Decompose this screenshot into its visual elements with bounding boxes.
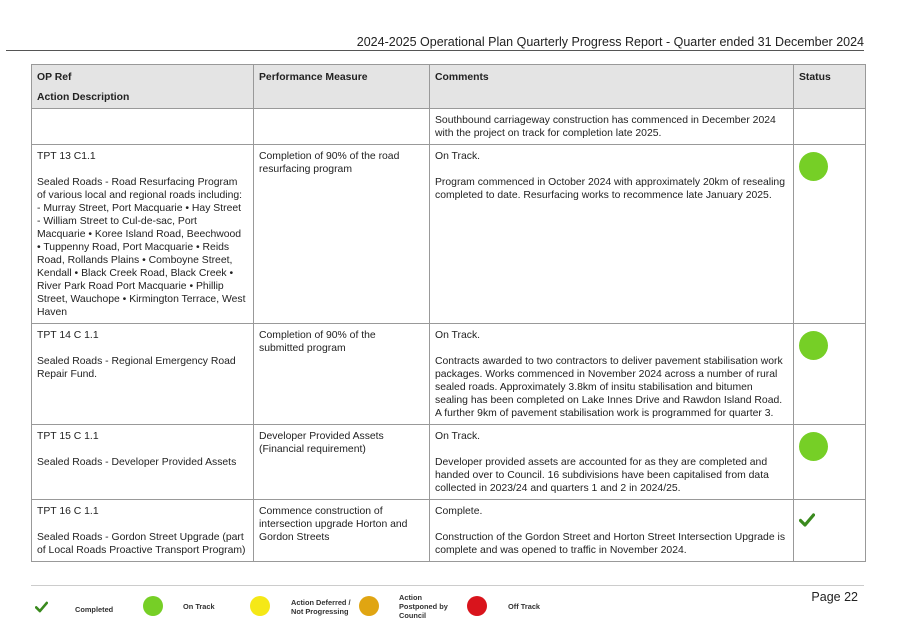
comments-cell — [430, 500, 794, 562]
column-header-op-ref — [32, 65, 254, 109]
action-description: Sealed Roads - Developer Provided Assets — [37, 457, 237, 468]
action-cell — [32, 500, 254, 562]
performance-measure: Commence construction of intersection upgrade Horton and Gordon Streets — [254, 500, 430, 562]
green-dot-icon — [143, 596, 163, 616]
status-legend — [0, 590, 908, 630]
status-cell — [794, 500, 866, 562]
on-track-status-icon — [799, 432, 828, 461]
column-header-status: Status — [794, 65, 866, 109]
amber-dot-icon — [359, 596, 379, 616]
performance-measure: Completion of 90% of the submitted program — [254, 324, 430, 425]
check-icon — [35, 600, 48, 618]
legend-deferred-label: Action Deferred / Not Progressing — [291, 598, 351, 616]
comments-cell — [430, 145, 794, 324]
table-header-row — [32, 65, 866, 109]
continuation-comment: Southbound carriageway construction has commenced in December 2024 with the project on track for completion late 2025. — [430, 109, 794, 145]
legend-off-track-label: Off Track — [508, 601, 541, 611]
legend-off-track — [467, 596, 540, 616]
action-cell — [32, 145, 254, 324]
op-ref: TPT 14 C 1.1 — [37, 330, 99, 341]
comment-text: Construction of the Gordon Street and Horton Street Intersection Upgrade is complete and was opened to traffic in November 2024. — [435, 532, 786, 556]
on-track-status-icon — [799, 152, 828, 181]
completed-check-icon — [799, 513, 815, 531]
performance-measure: Completion of 90% of the road resurfacing program — [254, 145, 430, 324]
comments-cell — [430, 425, 794, 500]
status-cell — [794, 425, 866, 500]
header-divider — [6, 50, 864, 51]
page-number: Page 22 — [811, 590, 858, 604]
column-header-comments: Comments — [430, 65, 794, 109]
op-ref-label: OP Ref — [37, 72, 72, 83]
performance-measure: Developer Provided Assets (Financial requirement) — [254, 425, 430, 500]
legend-postponed-label: Action Postponed by Council — [399, 593, 448, 620]
action-cell — [32, 425, 254, 500]
status-line: Complete. — [435, 506, 483, 517]
column-header-performance-measure: Performance Measure — [254, 65, 430, 109]
comment-text: Developer provided assets are accounted for as they are completed and handed over to Council. 16 subdivisions have been capitalised from data collected in 2023/24 and quarters 1 and 2 in 2024/25. — [435, 457, 769, 494]
table-row — [32, 425, 866, 500]
report-title: 2024-2025 Operational Plan Quarterly Progress Report - Quarter ended 31 December 2024 — [356, 35, 864, 49]
op-ref: TPT 16 C 1.1 — [37, 506, 99, 517]
table-row — [32, 145, 866, 324]
op-ref: TPT 13 C1.1 — [37, 151, 96, 162]
comments-cell — [430, 324, 794, 425]
status-line: On Track. — [435, 151, 481, 162]
action-description: Sealed Roads - Gordon Street Upgrade (part of Local Roads Proactive Transport Program) — [37, 532, 246, 556]
table-row — [32, 324, 866, 425]
legend-completed-label: Completed — [75, 604, 114, 614]
progress-table — [31, 64, 866, 562]
footer-divider — [31, 585, 864, 586]
comment-text: Contracts awarded to two contractors to deliver pavement stabilisation work packages. Works commenced in November 2024 across a number of rural sealed roads. Approximately 3.8km of insitu stabilisation and bitumen sealing has been completed on Lake Innes Drive and Rawdon Island Road. A further 9km of pavement stabilisation work is programmed for quarter 3. — [435, 356, 783, 419]
status-line: On Track. — [435, 431, 481, 442]
legend-on-track — [143, 596, 215, 616]
legend-completed — [35, 600, 113, 618]
red-dot-icon — [467, 596, 487, 616]
yellow-dot-icon — [250, 596, 270, 616]
action-description: Sealed Roads - Regional Emergency Road Repair Fund. — [37, 356, 236, 380]
on-track-status-icon — [799, 331, 828, 360]
op-ref: TPT 15 C 1.1 — [37, 431, 99, 442]
status-cell — [794, 145, 866, 324]
legend-postponed — [359, 596, 379, 616]
action-description: Sealed Roads - Road Resurfacing Program of various local and regional roads including: - Murray Street, Port Macquarie • Hay Street - William Street to Cul-de-sac, Port Macquarie • Koree Island Road, Beechwood • Tuppenny Road, Port Macquarie • Reids Road, Rollands Plains • Comboyne Street, Kendall • Black Creek Road, Black Creek • River Park Road Port Macquarie • Phillip Street, Wauchope • Kirmington Terrace, West Haven — [37, 177, 246, 318]
legend-deferred — [250, 596, 270, 616]
action-cell — [32, 324, 254, 425]
status-cell — [794, 324, 866, 425]
status-line: On Track. — [435, 330, 481, 341]
continuation-row — [32, 109, 866, 145]
action-description-label: Action Description — [37, 92, 130, 103]
comment-text: Program commenced in October 2024 with approximately 20km of resealing completed to date. Resurfacing works to recommence late January 2025. — [435, 177, 785, 201]
legend-on-track-label: On Track — [183, 601, 215, 611]
table-row — [32, 500, 866, 562]
